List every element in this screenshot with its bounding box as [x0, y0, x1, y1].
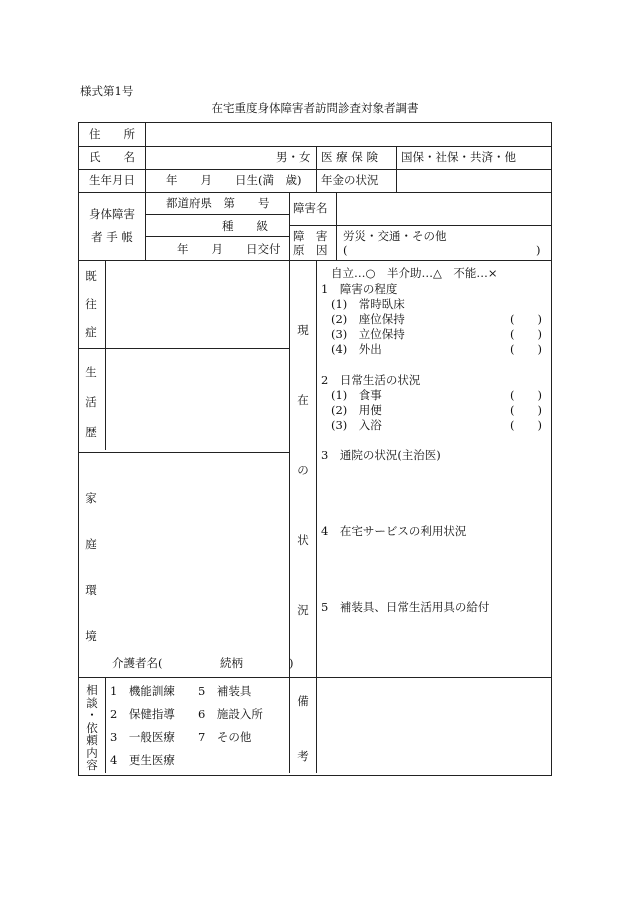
s2-item-2: (2) 用便	[331, 403, 382, 417]
name-field[interactable]	[147, 147, 267, 168]
history-field[interactable]	[107, 262, 287, 346]
life-char-1: 生	[85, 365, 97, 379]
history-char-3: 症	[85, 325, 97, 339]
cause-label-2: 原 因	[293, 243, 328, 257]
life-char-3: 歴	[85, 425, 97, 439]
section-1-heading: 1 障害の程度	[321, 282, 398, 296]
status-char-3: の	[297, 463, 309, 477]
consult-label-char: 相	[86, 683, 98, 697]
consult-label-char: 談	[86, 695, 98, 710]
form-title: 在宅重度身体障害者訪問診査対象者調書	[211, 101, 419, 115]
s1-paren-4[interactable]: ( )	[510, 342, 542, 356]
s2-item-3: (3) 入浴	[331, 418, 382, 432]
consult-label	[80, 684, 104, 772]
disability-name-label: 障害名	[293, 201, 328, 215]
s1-item-3: (3) 立位保持	[331, 327, 405, 341]
family-char-2: 庭	[85, 537, 97, 551]
family-char-1: 家	[85, 491, 97, 505]
s1-item-1: (1) 常時臥床	[331, 297, 405, 311]
status-char-4: 状	[297, 533, 309, 547]
section-5-field[interactable]	[318, 616, 548, 674]
remarks-char-1: 備	[297, 694, 309, 708]
cause-paren-open: (	[343, 243, 348, 257]
section-4-heading: 4 在宅サービスの利用状況	[321, 524, 467, 538]
handbook-prefecture[interactable]: 都道府県 第 号	[166, 196, 270, 210]
handbook-label-1: 身体障害	[89, 207, 135, 221]
s2-paren-3[interactable]: ( )	[510, 418, 542, 432]
section-3-heading: 3 通院の状況(主治医)	[321, 448, 441, 462]
family-field[interactable]	[107, 454, 287, 646]
cause-options[interactable]: 労災・交通・その他	[343, 229, 447, 243]
consult-label-char: 容	[86, 758, 98, 772]
history-char-2: 往	[85, 297, 97, 311]
cause-paren-close: )	[536, 243, 541, 257]
section-5-heading: 5 補装具、日常生活用具の給付	[321, 600, 490, 614]
birth-value[interactable]: 年 月 日生(満 歳)	[166, 173, 302, 187]
s1-paren-2[interactable]: ( )	[510, 312, 542, 326]
name-label: 氏 名	[89, 150, 135, 164]
pension-field[interactable]	[398, 170, 548, 191]
consult-option-6[interactable]: 6 施設入所	[198, 707, 263, 721]
consult-option-5[interactable]: 5 補装具	[198, 684, 252, 698]
consult-option-4[interactable]: 4 更生医療	[110, 753, 175, 767]
handbook-date[interactable]: 年 月 日交付	[177, 242, 281, 256]
sex-options[interactable]: 男・女	[276, 150, 311, 164]
disability-name-field[interactable]	[338, 193, 548, 224]
consult-label-char: ・	[86, 708, 98, 722]
consult-option-1[interactable]: 1 機能訓練	[110, 684, 175, 698]
handbook-grade[interactable]: 種 級	[222, 219, 268, 233]
consult-option-2[interactable]: 2 保健指導	[110, 707, 175, 721]
pension-label: 年金の状況	[321, 173, 379, 187]
status-char-5: 況	[297, 603, 309, 617]
section-4-field[interactable]	[318, 540, 548, 595]
status-char-2: 在	[297, 393, 309, 407]
insurance-options[interactable]: 国保・社保・共済・他	[401, 150, 516, 164]
consult-label-char: 内	[86, 745, 98, 760]
family-char-3: 環	[85, 583, 97, 597]
birth-label: 生年月日	[89, 173, 135, 187]
s1-paren-3[interactable]: ( )	[510, 327, 542, 341]
history-char-1: 既	[85, 269, 97, 283]
consult-option-7[interactable]: 7 その他	[198, 730, 252, 744]
consult-label-char: 依	[86, 720, 98, 735]
s2-item-1: (1) 食事	[331, 388, 382, 402]
cause-label-1: 障 害	[293, 229, 328, 243]
address-label: 住 所	[89, 127, 135, 141]
handbook-label-2: 者 手 帳	[91, 230, 133, 244]
status-char-1: 現	[297, 323, 309, 337]
s2-paren-2[interactable]: ( )	[510, 403, 542, 417]
form-number: 様式第1号	[80, 84, 134, 98]
consult-option-3[interactable]: 3 一般医療	[110, 730, 175, 744]
status-legend: 自立…○ 半介助…△ 不能…×	[331, 266, 498, 280]
remarks-char-2: 考	[297, 749, 309, 763]
section-3-field[interactable]	[318, 464, 548, 519]
insurance-label: 医 療 保 険	[321, 150, 378, 164]
s1-item-4: (4) 外出	[331, 342, 382, 356]
address-field[interactable]	[147, 124, 549, 145]
consult-label-char: 頼	[86, 733, 98, 747]
life-field[interactable]	[107, 350, 287, 450]
section-2-heading: 2 日常生活の状況	[321, 373, 421, 387]
family-char-4: 境	[85, 629, 97, 643]
s1-item-2: (2) 座位保持	[331, 312, 405, 326]
s2-paren-1[interactable]: ( )	[510, 388, 542, 402]
caregiver-line[interactable]: 介護者名( 続柄 )	[112, 656, 294, 670]
remarks-field[interactable]	[318, 679, 548, 771]
life-char-2: 活	[85, 395, 97, 409]
